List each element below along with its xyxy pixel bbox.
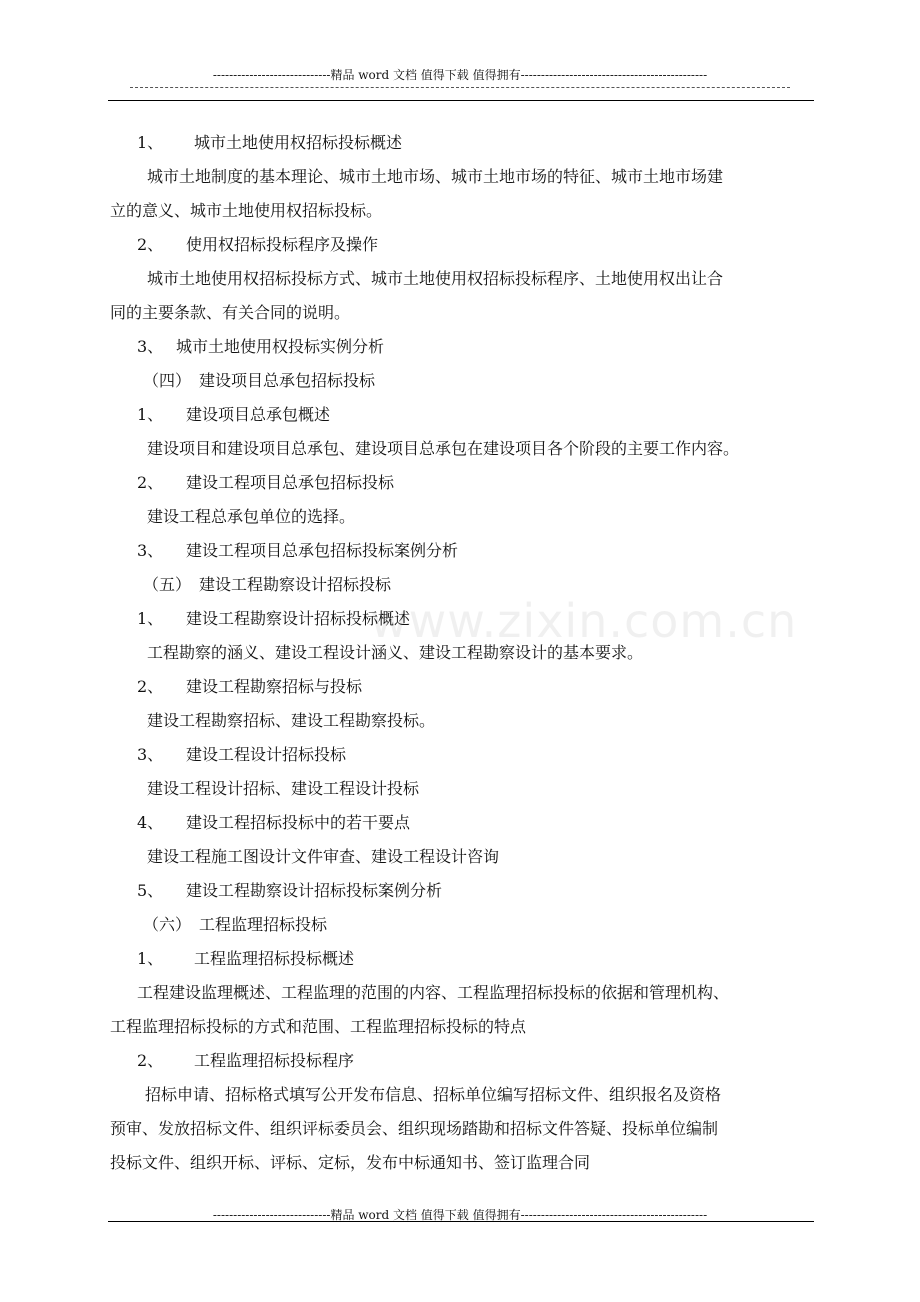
- item-number: 2、: [137, 235, 164, 254]
- heading-3-contract-case: [137, 541, 458, 561]
- item-number: 3、: [137, 337, 164, 356]
- paragraph-line: 建设工程施工图设计文件审查、建设工程设计咨询: [147, 847, 500, 866]
- item-number: 3、: [137, 541, 164, 560]
- item-number: 5、: [137, 881, 164, 900]
- heading-2-survey-bidding: [137, 677, 362, 697]
- paragraph-line: 同的主要条款、有关合同的说明。: [110, 303, 351, 322]
- heading-text: 建设项目总承包概述: [186, 405, 331, 424]
- item-number: 1、: [137, 609, 164, 628]
- section-heading-six: （六） 工程监理招标投标: [143, 915, 328, 934]
- heading-text: 工程监理招标投标概述: [194, 949, 355, 968]
- footer-rule: [108, 1221, 814, 1222]
- heading-1-general-contracting: [137, 405, 330, 425]
- section-heading-four: （四） 建设项目总承包招标投标: [143, 371, 376, 390]
- heading-1-survey-design: [137, 609, 410, 629]
- heading-text: 城市土地使用权招标投标概述: [194, 133, 403, 152]
- item-number: 4、: [137, 813, 164, 832]
- paragraph-line: 城市土地制度的基本理论、城市土地市场、城市土地市场的特征、城市土地市场建: [147, 167, 724, 186]
- watermark-text: www.zixin.com.cn: [370, 594, 798, 648]
- heading-text: 建设工程设计招标投标: [186, 745, 347, 764]
- paragraph-line: 建设工程设计招标、建设工程设计投标: [147, 779, 420, 798]
- item-number: 2、: [137, 1051, 164, 1070]
- heading-text: 建设工程勘察设计招标投标概述: [186, 609, 411, 628]
- paragraph-line: 工程监理招标投标的方式和范围、工程监理招标投标的特点: [110, 1017, 527, 1036]
- paragraph-line: 工程建设监理概述、工程监理的范围的内容、工程监理招标投标的依据和管理机构、: [137, 983, 730, 1002]
- paragraph-line: 预审、发放招标文件、组织评标委员会、组织现场踏勘和招标文件答疑、投标单位编制: [110, 1119, 719, 1138]
- item-number: 3、: [137, 745, 164, 764]
- paragraph-line: 立的意义、城市土地使用权招标投标。: [110, 201, 383, 220]
- heading-2-procedure: [137, 235, 378, 255]
- heading-1-land-overview: [137, 133, 402, 153]
- heading-text: 建设工程勘察设计招标投标案例分析: [186, 881, 443, 900]
- item-number: 2、: [137, 677, 164, 696]
- heading-3-example: [137, 337, 384, 357]
- heading-text: 使用权招标投标程序及操作: [186, 235, 379, 254]
- heading-2-supervision-procedure: [137, 1051, 354, 1071]
- paragraph-line: 建设工程总承包单位的选择。: [147, 507, 356, 526]
- paragraph-line: 工程勘察的涵义、建设工程设计涵义、建设工程勘察设计的基本要求。: [147, 643, 644, 662]
- footer-text: -----------------------------精品 word 文档 值得下载 值得拥有----------------------------------------------: [212, 1208, 708, 1222]
- paragraph-line: 建设工程勘察招标、建设工程勘察投标。: [147, 711, 436, 730]
- item-number: 1、: [137, 949, 164, 968]
- heading-text: 工程监理招标投标程序: [194, 1051, 355, 1070]
- item-number: 1、: [137, 405, 164, 424]
- item-number: 2、: [137, 473, 164, 492]
- header-rule: [108, 100, 814, 101]
- paragraph-line: 投标文件、组织开标、评标、定标，发布中标通知书、签订监理合同: [110, 1153, 591, 1172]
- heading-text: 建设工程招标投标中的若干要点: [186, 813, 411, 832]
- section-heading-five: （五） 建设工程勘察设计招标投标: [143, 575, 392, 594]
- heading-4-key-points: [137, 813, 410, 833]
- paragraph-line: 城市土地使用权招标投标方式、城市土地使用权招标投标程序、土地使用权出让合: [147, 269, 724, 288]
- heading-5-survey-case: [137, 881, 442, 901]
- header-dashed-divider: [130, 87, 790, 88]
- item-number: 1、: [137, 133, 164, 152]
- heading-1-supervision-overview: [137, 949, 354, 969]
- paragraph-line: 建设项目和建设项目总承包、建设项目总承包在建设项目各个阶段的主要工作内容。: [147, 439, 740, 458]
- paragraph-line: 招标申请、招标格式填写公开发布信息、招标单位编写招标文件、组织报名及资格: [145, 1085, 722, 1104]
- header-text: -----------------------------精品 word 文档 值得下载 值得拥有----------------------------------------------: [212, 68, 708, 82]
- heading-text: 建设工程项目总承包招标投标: [186, 473, 395, 492]
- heading-3-design-bidding: [137, 745, 346, 765]
- heading-text: 建设工程勘察招标与投标: [186, 677, 363, 696]
- heading-text: 建设工程项目总承包招标投标案例分析: [186, 541, 459, 560]
- heading-text: 城市土地使用权投标实例分析: [176, 337, 385, 356]
- heading-2-contract-bidding: [137, 473, 394, 493]
